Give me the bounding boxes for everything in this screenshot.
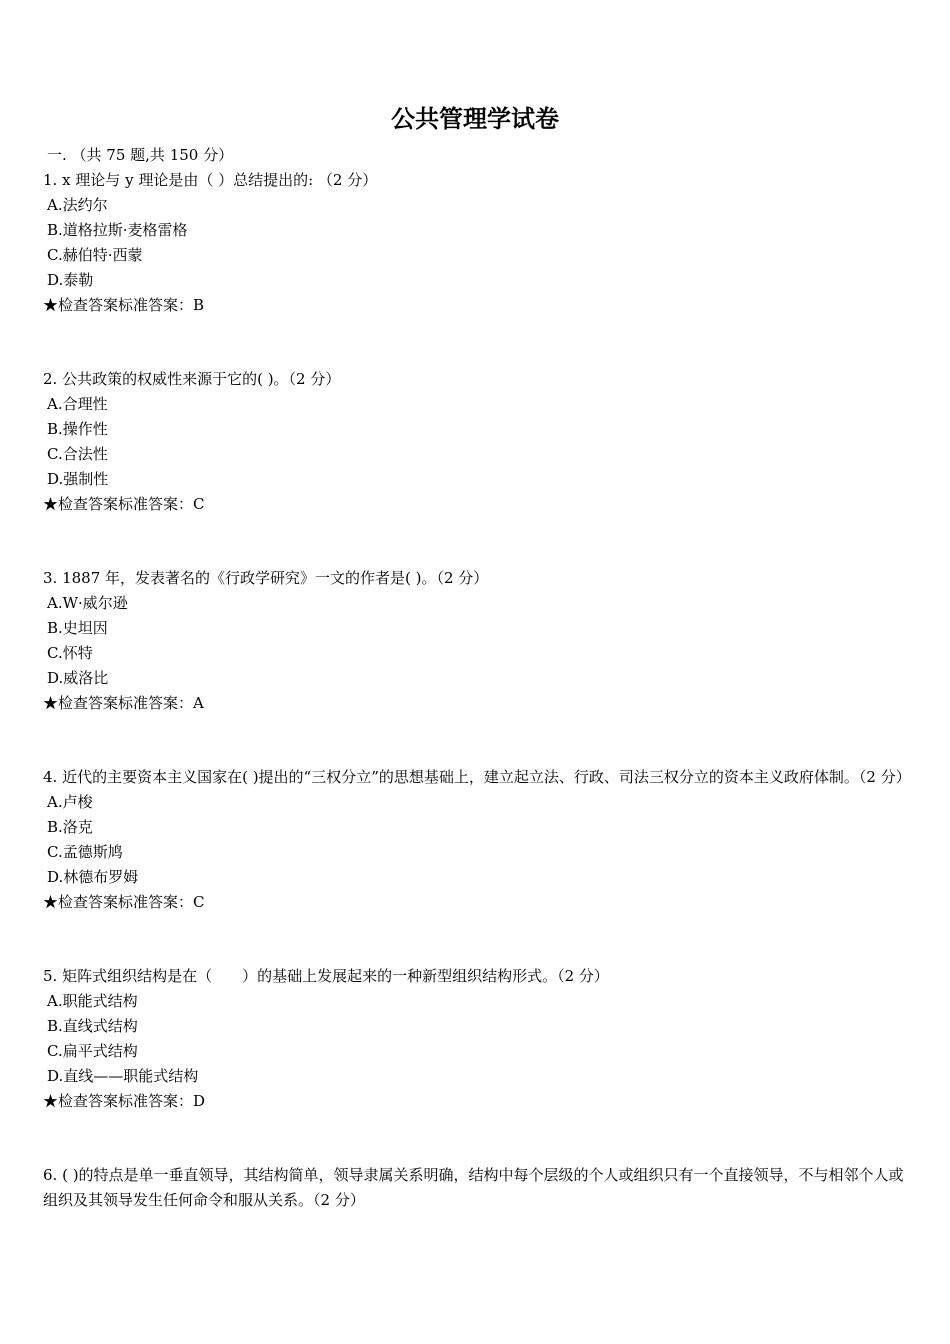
option-a: A.职能式结构 xyxy=(47,992,138,1010)
option-c: C.赫伯特·西蒙 xyxy=(47,246,143,264)
option-a: A.W·威尔逊 xyxy=(47,594,128,612)
option-a: A.法约尔 xyxy=(47,196,108,214)
option-b: B.操作性 xyxy=(47,420,108,438)
section-header: 一. （共 75 题,共 150 分） xyxy=(47,146,234,164)
answer-line: ★检查答案标准答案：C xyxy=(43,893,205,911)
option-b: B.史坦因 xyxy=(47,619,108,637)
option-d: D.直线——职能式结构 xyxy=(47,1067,199,1085)
option-c: C.合法性 xyxy=(47,445,108,463)
question-text: 1. x 理论与 y 理论是由（ ）总结提出的: （2 分） xyxy=(43,171,378,189)
question-text: 2. 公共政策的权威性来源于它的( )。（2 分） xyxy=(43,370,341,388)
option-d: D.威洛比 xyxy=(47,669,109,687)
question-text: 6. ( )的特点是单一垂直领导，其结构简单，领导隶属关系明确，结构中每个层级的个人或组织只有一个直接领导，不与相邻个人或组织及其领导发生任何命令和服从关系。（2 分） xyxy=(43,1166,904,1209)
question-spacer xyxy=(43,1114,909,1163)
option-a: A.合理性 xyxy=(47,395,108,413)
answer-line: ★检查答案标准答案：C xyxy=(43,495,205,513)
option-a: A.卢梭 xyxy=(47,793,93,811)
question-spacer xyxy=(43,716,909,765)
option-b: B.洛克 xyxy=(47,818,93,836)
answer-line: ★检查答案标准答案：D xyxy=(43,1092,206,1110)
question-text: 4. 近代的主要资本主义国家在( )提出的“三权分立”的思想基础上，建立起立法、行政、司法三权分立的资本主义政府体制。（2 分） xyxy=(43,768,911,786)
answer-line: ★检查答案标准答案：B xyxy=(43,296,205,314)
question-text: 3. 1887 年，发表著名的《行政学研究》一文的作者是( )。（2 分） xyxy=(43,569,489,587)
option-d: D.泰勒 xyxy=(47,271,94,289)
option-b: B.直线式结构 xyxy=(47,1017,138,1035)
question-block xyxy=(43,964,909,1114)
question-block xyxy=(43,566,909,716)
exam-content xyxy=(43,143,909,1213)
option-d: D.强制性 xyxy=(47,470,109,488)
question-block xyxy=(43,168,909,318)
question-block xyxy=(43,1163,909,1213)
option-c: C.怀特 xyxy=(47,644,93,662)
answer-line: ★检查答案标准答案：A xyxy=(43,694,204,712)
option-d: D.林德布罗姆 xyxy=(47,868,139,886)
question-spacer xyxy=(43,915,909,964)
question-spacer xyxy=(43,318,909,367)
question-block xyxy=(43,367,909,517)
option-b: B.道格拉斯·麦格雷格 xyxy=(47,221,188,239)
option-c: C.扁平式结构 xyxy=(47,1042,138,1060)
page-title: 公共管理学试卷 xyxy=(391,105,559,133)
question-text: 5. 矩阵式组织结构是在（ ）的基础上发展起来的一种新型组织结构形式。（2 分） xyxy=(43,967,609,985)
option-c: C.孟德斯鸠 xyxy=(47,843,123,861)
question-spacer xyxy=(43,517,909,566)
question-block xyxy=(43,765,909,915)
